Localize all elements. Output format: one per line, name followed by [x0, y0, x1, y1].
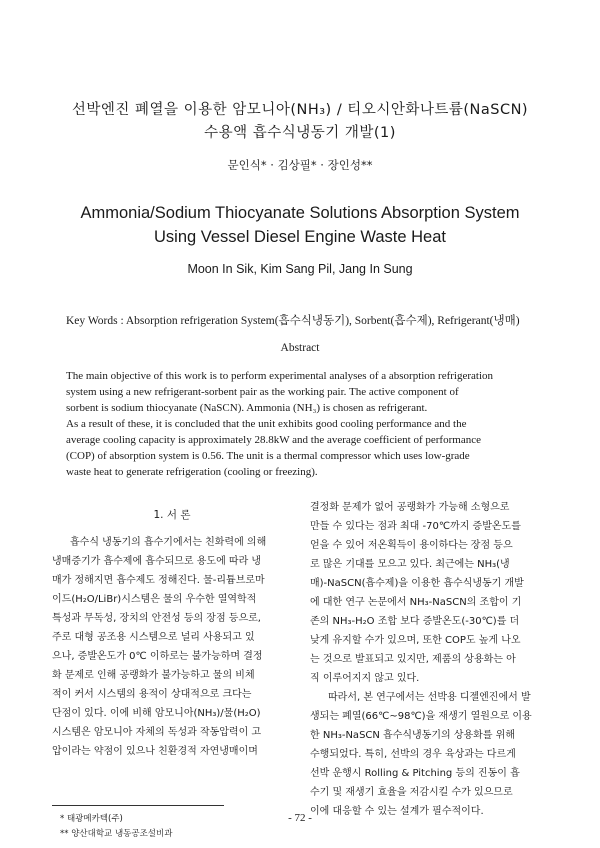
body-line: 이에 대응할 수 있는 설계가 필수적이다. — [310, 806, 484, 817]
body-line: 에 대한 연구 논문에서 NH₃-NaSCN의 조합이 기 — [310, 597, 522, 608]
section-heading-introduction: 1. 서 론 — [153, 509, 191, 521]
abstract-line: system using a new refrigerant-sorbent pair as the working pair. The active component of — [66, 386, 459, 398]
body-line: 선박 운행시 Rolling & Pitching 등의 진동이 흡 — [310, 768, 520, 779]
english-authors: Moon In Sik, Kim Sang Pil, Jang In Sung — [187, 262, 413, 276]
english-title-line2: Using Vessel Diesel Engine Waste Heat — [154, 228, 446, 246]
korean-title-line2: 수용액 흡수식냉동기 개발(1) — [204, 125, 396, 141]
abstract-line: sorbent is sodium thiocyanate (NaSCN). Ammonia (NH₃) is chosen as refrigerant. — [66, 402, 428, 414]
left-column — [52, 533, 292, 761]
abstract-line: As a result of these, it is concluded that the unit exhibits good cooling performance and the — [66, 418, 467, 430]
body-line: 생되는 폐열(66℃~98℃)을 재생기 열원으로 이용 — [310, 711, 532, 722]
body-line: 수행되었다. 특히, 선박의 경우 육상과는 다르게 — [310, 749, 516, 760]
body-line: 얻을 수 있어 저온획득이 용이하다는 장점 등으 — [310, 540, 513, 551]
body-line: 압이라는 약점이 있으나 친환경적 자연냉매이며 — [52, 746, 258, 757]
footnote-divider — [52, 805, 224, 806]
footnote-affiliation-2: ** 양산대학교 냉동공조설비과 — [60, 829, 173, 839]
abstract-line: (COP) of absorption system is 0.56. The unit is a thermal compressor which uses low-grade — [66, 450, 470, 462]
body-line: 수기 및 재생기 효율을 저감시킬 수가 있으므로 — [310, 787, 513, 798]
body-line: 흡수식 냉동기의 흡수기에서는 친화력에 의해 — [70, 537, 267, 548]
body-line: 매)-NaSCN(흡수제)을 이용한 흡수식냉동기 개발 — [310, 578, 524, 589]
english-title-line1: Ammonia/Sodium Thiocyanate Solutions Absorption System — [80, 204, 520, 222]
body-line: 로 많은 기대를 모으고 있다. 최근에는 NH₃(냉 — [310, 559, 510, 570]
abstract-line: The main objective of this work is to perform experimental analyses of a absorption refrigeration — [66, 370, 494, 382]
body-line: 직 이루어지지 않고 있다. — [310, 673, 420, 684]
body-line: 이드(H₂O/LiBr)시스템은 물의 우수한 열역학적 — [52, 594, 257, 605]
body-line: 시스템은 암모니아 자체의 독성과 작동압력이 고 — [52, 727, 262, 738]
body-line: 으나, 증발온도가 0℃ 이하로는 불가능하며 결정 — [52, 651, 263, 662]
footnote-affiliation-1: * 태광메카텍(주) — [60, 814, 123, 824]
korean-authors: 문인식* · 김상필* · 장인성** — [227, 158, 373, 172]
body-line: 특성과 무독성, 장치의 안전성 등의 장점 등으로, — [52, 613, 261, 624]
body-line: 는 것으로 발표되고 있지만, 제품의 상용화는 아 — [310, 654, 516, 665]
body-line: 존의 NH₃-H₂O 조합 보다 증발온도(-30℃)를 더 — [310, 616, 520, 627]
abstract-line: waste heat to generate refrigeration (cooling or freezing). — [66, 466, 318, 478]
body-line: 화 문제로 인해 공랭화가 불가능하고 물의 비체 — [52, 670, 255, 681]
korean-title-line1: 선박엔진 폐열을 이용한 암모니아(NH₃) / 티오시안화나트륨(NaSCN) — [71, 102, 529, 118]
body-line: 냉매증기가 흡수제에 흡수되므로 용도에 따라 냉 — [52, 556, 262, 567]
body-line: 결정화 문제가 없어 공랭화가 가능해 소형으로 — [310, 502, 510, 513]
abstract-line: average cooling capacity is approximately 28.8kW and the average coefficient of performance — [66, 434, 481, 446]
abstract-body — [66, 368, 538, 480]
body-line: 단점이 있다. 이에 비해 암모니아(NH₃)/물(H₂O) — [52, 708, 261, 719]
right-column — [310, 498, 550, 821]
body-line: 낮게 유지할 수가 있으며, 또한 COP도 높게 나오 — [310, 635, 521, 646]
keywords: Key Words : Absorption refrigeration System(흡수식냉동기), Sorbent(흡수제), Refrigerant(냉매) — [66, 315, 520, 327]
body-line: 주로 대형 공조용 시스템으로 널리 사용되고 있 — [52, 632, 255, 643]
abstract-heading: Abstract — [280, 342, 320, 354]
body-line: 만들 수 있다는 점과 최대 -70℃까지 증발온도를 — [310, 521, 521, 532]
body-line: 따라서, 본 연구에서는 선박용 디젤엔진에서 발 — [328, 692, 531, 703]
page-number: - 72 - — [288, 812, 312, 824]
body-line: 적이 커서 시스템의 용적이 상대적으로 크다는 — [52, 689, 252, 700]
body-line: 매가 정해지면 흡수제도 정해진다. 물-리튬브로마 — [52, 575, 265, 586]
body-line: 한 NH₃-NaSCN 흡수식냉동기의 상용화를 위해 — [310, 730, 515, 741]
